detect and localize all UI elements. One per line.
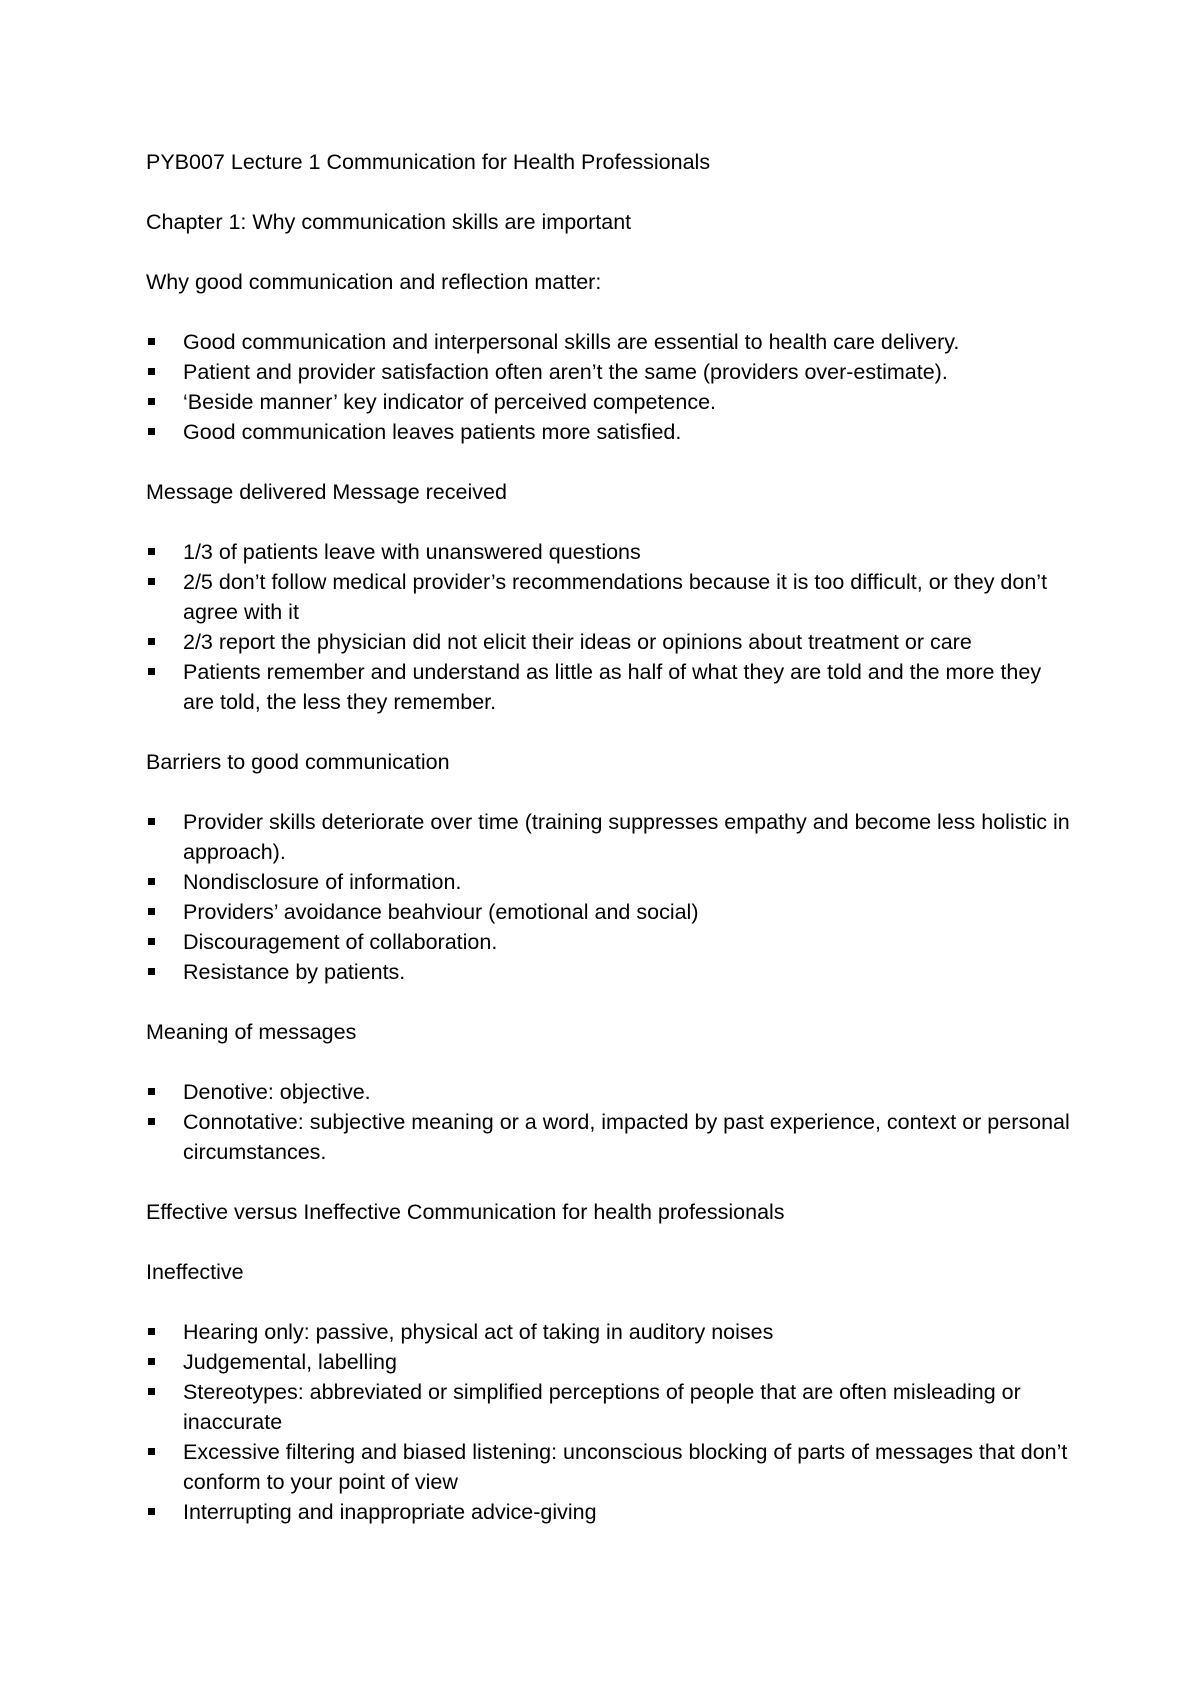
document-body [146, 147, 1076, 1557]
section-heading-meaning-of-messages: Meaning of messages [146, 1020, 357, 1044]
list-item: Hearing only: passive, physical act of taking in auditory noises [146, 1317, 1076, 1347]
list-item: Good communication leaves patients more satisfied. [146, 417, 1076, 447]
list-item: Patient and provider satisfaction often aren’t the same (providers over-estimate). [146, 357, 1076, 387]
list-item: Providers’ avoidance beahviour (emotional and social) [146, 897, 1076, 927]
square-bullet-icon [148, 1088, 155, 1095]
square-bullet-icon [148, 668, 155, 675]
bullet-list-meaning-of-messages [146, 1077, 1076, 1167]
list-item: Denotive: objective. [146, 1077, 1076, 1107]
square-bullet-icon [148, 368, 155, 375]
bullet-list-why-good-communication [146, 327, 1076, 447]
list-item: 1/3 of patients leave with unanswered questions [146, 537, 1076, 567]
square-bullet-icon [148, 1358, 155, 1365]
chapter-heading: Chapter 1: Why communication skills are important [146, 210, 632, 234]
section-heading-barriers: Barriers to good communication [146, 750, 450, 774]
square-bullet-icon [148, 878, 155, 885]
square-bullet-icon [148, 548, 155, 555]
square-bullet-icon [148, 578, 155, 585]
square-bullet-icon [148, 428, 155, 435]
square-bullet-icon [148, 638, 155, 645]
list-item: Stereotypes: abbreviated or simplified perceptions of people that are often misleading or inaccurate [146, 1377, 1076, 1437]
bullet-list-message-delivered [146, 537, 1076, 717]
list-item: Resistance by patients. [146, 957, 1076, 987]
square-bullet-icon [148, 938, 155, 945]
square-bullet-icon [148, 968, 155, 975]
square-bullet-icon [148, 908, 155, 915]
list-item: Good communication and interpersonal skills are essential to health care delivery. [146, 327, 1076, 357]
list-item: 2/5 don’t follow medical provider’s recommendations because it is too difficult, or they don’t agree with it [146, 567, 1076, 627]
list-item: Excessive filtering and biased listening: unconscious blocking of parts of messages that don’t conform to your point of view [146, 1437, 1076, 1497]
square-bullet-icon [148, 1508, 155, 1515]
document-title: PYB007 Lecture 1 Communication for Health Professionals [146, 150, 711, 174]
list-item: Judgemental, labelling [146, 1347, 1076, 1377]
list-item: Interrupting and inappropriate advice-giving [146, 1497, 1076, 1527]
list-item: Discouragement of collaboration. [146, 927, 1076, 957]
section-heading-why-good-communication: Why good communication and reflection matter: [146, 270, 602, 294]
list-item: ‘Beside manner’ key indicator of perceived competence. [146, 387, 1076, 417]
bullet-list-barriers [146, 807, 1076, 987]
list-item: Nondisclosure of information. [146, 867, 1076, 897]
square-bullet-icon [148, 338, 155, 345]
bullet-list-ineffective [146, 1317, 1076, 1527]
list-item: Provider skills deteriorate over time (training suppresses empathy and become less holistic in approach). [146, 807, 1076, 867]
section-heading-ineffective: Ineffective [146, 1260, 244, 1284]
list-item: Connotative: subjective meaning or a word, impacted by past experience, context or personal circumstances. [146, 1107, 1076, 1167]
list-item: Patients remember and understand as little as half of what they are told and the more they are told, the less they remember. [146, 657, 1076, 717]
square-bullet-icon [148, 1448, 155, 1455]
section-heading-message-delivered: Message delivered Message received [146, 480, 507, 504]
square-bullet-icon [148, 1328, 155, 1335]
section-heading-effective-versus-ineffective: Effective versus Ineffective Communication for health professionals [146, 1200, 785, 1224]
square-bullet-icon [148, 818, 155, 825]
square-bullet-icon [148, 1118, 155, 1125]
list-item: 2/3 report the physician did not elicit their ideas or opinions about treatment or care [146, 627, 1076, 657]
square-bullet-icon [148, 398, 155, 405]
square-bullet-icon [148, 1388, 155, 1395]
